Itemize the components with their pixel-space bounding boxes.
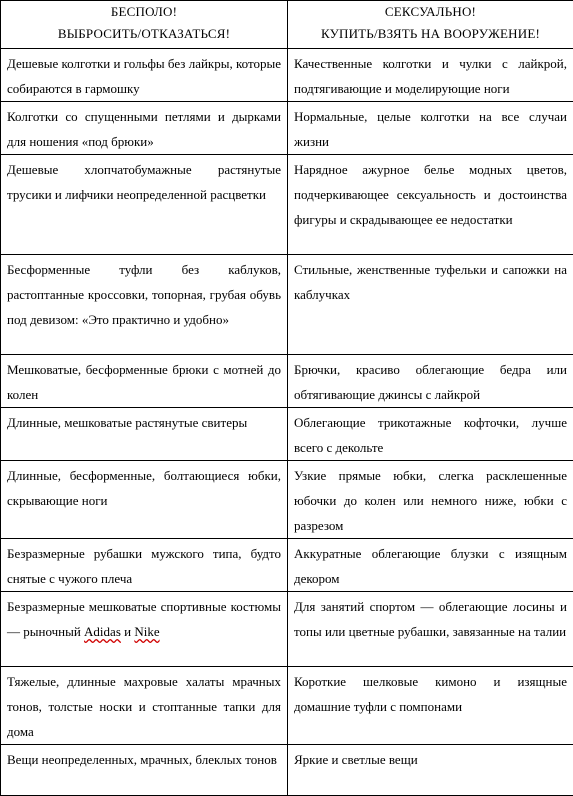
header-left-cell: [1, 1, 288, 49]
table-header-row: [1, 1, 573, 49]
row-3-right: Нарядное ажурное белье модных цветов, подчеркивающее сексуальность и достоинства фигуры и скрадывающее ее недостатки: [288, 155, 573, 255]
row-4-left: Бесформенные туфли без каблуков, растоптанные кроссовки, топорная, грубая обувь под девизом: «Это практично и удобно»: [1, 255, 288, 355]
row-2-right: Нормальные, целые колготки на все случаи жизни: [288, 102, 573, 155]
row-4-right: Стильные, женственные туфельки и сапожки на каблучках: [288, 255, 573, 355]
header-right-line-2: КУПИТЬ/ВЗЯТЬ НА ВООРУЖЕНИЕ!: [294, 23, 567, 45]
header-left-line-1: БЕСПОЛО!: [7, 1, 281, 23]
header-right-line-1: СЕКСУАЛЬНО!: [294, 1, 567, 23]
row-9-left: [1, 592, 288, 667]
header-right-cell: [288, 1, 573, 49]
header-left-line-2: ВЫБРОСИТЬ/ОТКАЗАТЬСЯ!: [7, 23, 281, 45]
brand-adidas: Adidas: [84, 624, 121, 639]
table-row: [1, 102, 573, 155]
row-5-left: Мешковатые, бесформенные брюки с мотней до колен: [1, 355, 288, 408]
table-row: [1, 408, 573, 461]
table-row: [1, 745, 573, 796]
table-row: [1, 539, 573, 592]
row-6-right: Облегающие трикотажные кофточки, лучше всего с декольте: [288, 408, 573, 461]
table-row: [1, 255, 573, 355]
row-1-right: Качественные колготки и чулки с лайкрой, подтягивающие и моделирующие ноги: [288, 49, 573, 102]
row-10-left: Тяжелые, длинные махровые халаты мрачных тонов, толстые носки и стоптанные тапки для дома: [1, 667, 288, 745]
table-row: [1, 355, 573, 408]
table-row: [1, 155, 573, 255]
row-10-right: Короткие шелковые кимоно и изящные домашние туфли с помпонами: [288, 667, 573, 745]
row-9-left-connector: и: [121, 624, 134, 639]
row-8-right: Аккуратные облегающие блузки с изящным декором: [288, 539, 573, 592]
row-7-right: Узкие прямые юбки, слегка расклешенные юбочки до колен или немного ниже, юбки с разрезом: [288, 461, 573, 539]
row-9-right: Для занятий спортом — облегающие лосины и топы или цветные рубашки, завязанные на талии: [288, 592, 573, 667]
row-5-right: Брючки, красиво облегающие бедра или обтягивающие джинсы с лайкрой: [288, 355, 573, 408]
row-9-left-text: Безразмерные мешковатые спортивные костюмы — рыночный: [7, 599, 281, 639]
row-3-left: Дешевые хлопчатобумажные растянутые трусики и лифчики неопределенной расцветки: [1, 155, 288, 255]
row-8-left: Безразмерные рубашки мужского типа, будто снятые с чужого плеча: [1, 539, 288, 592]
row-7-left: Длинные, бесформенные, болтающиеся юбки, скрывающие ноги: [1, 461, 288, 539]
brand-nike: Nike: [134, 624, 159, 639]
row-11-left: Вещи неопределенных, мрачных, блеклых тонов: [1, 745, 288, 796]
row-11-right: Яркие и светлые вещи: [288, 745, 573, 796]
table-row: [1, 592, 573, 667]
table-row: [1, 461, 573, 539]
row-2-left: Колготки со спущенными петлями и дырками для ношения «под брюки»: [1, 102, 288, 155]
row-6-left: Длинные, мешковатые растянутые свитеры: [1, 408, 288, 461]
table-row: [1, 49, 573, 102]
table-row: [1, 667, 573, 745]
row-1-left: Дешевые колготки и гольфы без лайкры, которые собираются в гармошку: [1, 49, 288, 102]
